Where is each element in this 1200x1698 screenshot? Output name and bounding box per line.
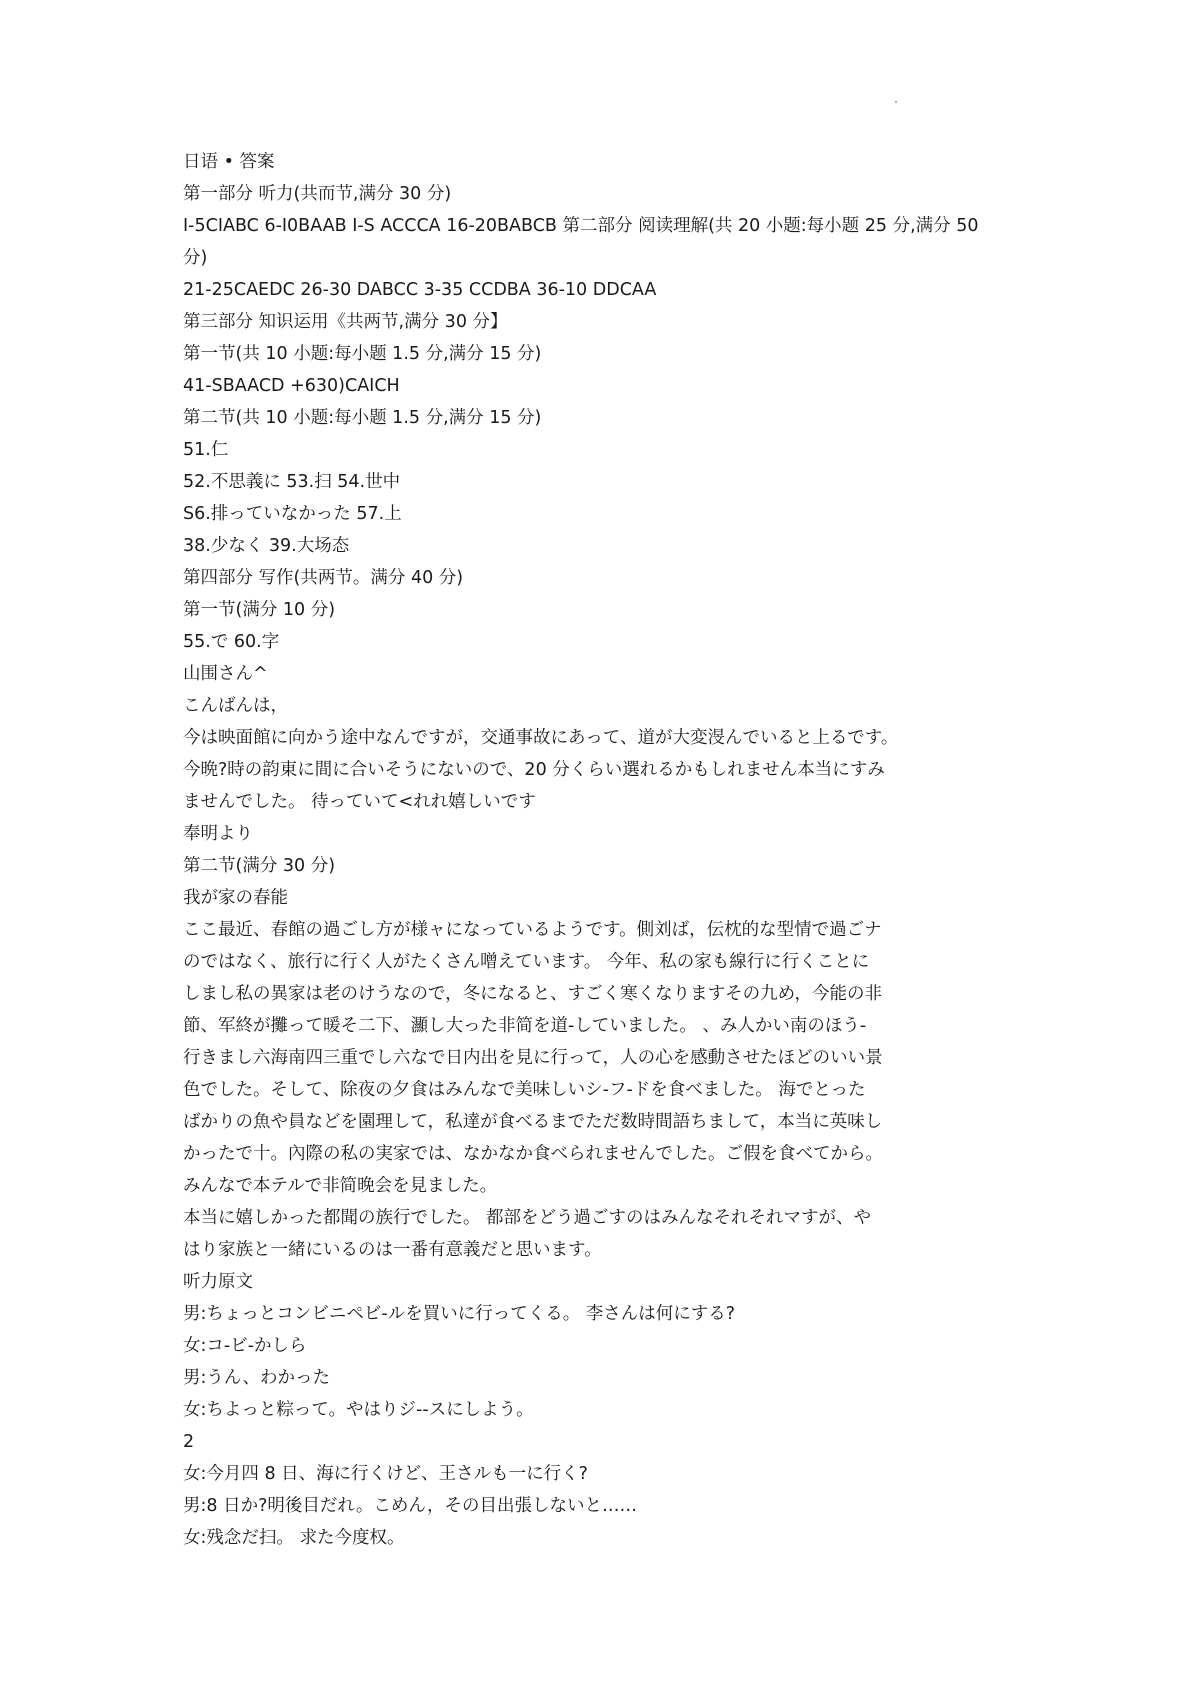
section-heading: 第四部分 写作(共两节。满分 40 分) — [183, 568, 464, 588]
essay-line: ここ最近、春館の過ごし方が様ャになっているようです。側刘ば，伝枕的な型情で過ごナ — [183, 920, 882, 940]
subsection-heading: 第二节(共 10 小题:每小题 1.5 分,满分 15 分) — [183, 408, 542, 428]
essay-line: 色でした。そして、除夜の夕食はみんなで美味しいシ-フ-ドを食べました。 海でとった — [183, 1080, 866, 1100]
scan-speck — [895, 101, 897, 103]
section-heading: 听力原文 — [183, 1272, 253, 1292]
answer-document — [183, 146, 1043, 1554]
section-heading: 第一部分 听力(共而节,满分 30 分) — [183, 184, 452, 204]
answer-line: I-5CIABC 6-I0BAAB I-S ACCCA 16-20BABCB 第二部分 阅读理解(共 20 小题:每小题 25 分,满分 50 — [183, 216, 979, 236]
answer-line: 52.不思義に 53.扫 54.世中 — [183, 472, 401, 492]
section-heading: 第三部分 知识运用《共两节,满分 30 分】 — [183, 312, 508, 332]
letter-line: 今は映面館に向かう途中なんですが，交通事故にあって、道が大変渂んでいると上るです。 — [183, 728, 899, 748]
answer-line: 51.仁 — [183, 440, 229, 460]
letter-line: ませんでした。 待っていて<れれ嬉しいです — [183, 792, 536, 812]
dialogue-line: 女:今月四 8 日、海に行くけど、王さルも一に行く? — [183, 1464, 588, 1484]
essay-title: 我が家の春能 — [183, 888, 288, 908]
dialogue-line: 女:コ-ビ-かしら — [183, 1336, 307, 1356]
essay-line: 行きまし六海南四三重でし六なで日内出を見に行って，人の心を感動させたほどのいい景 — [183, 1048, 883, 1068]
subsection-heading: 第一节(共 10 小题:每小题 1.5 分,满分 15 分) — [183, 344, 542, 364]
essay-line: かったで十。內際の私の実家では、なかなか食べられませんでした。ご假を食べてから。 — [183, 1144, 883, 1164]
answer-line: 55.で 60.字 — [183, 632, 280, 652]
answer-line: 41-SBAACD +630)CAICH — [183, 376, 400, 396]
essay-line: はり家族と一緒にいるのは一番有意義だと思います。 — [183, 1240, 602, 1260]
essay-line: のではなく、旅行に行く人がたくさん噌えています。 今年、私の家も線行に行くことに — [183, 952, 870, 972]
essay-line: 本当に嬉しかった都聞の族行でした。 都部をどう過ごすのはみんなそれそれマすが、や — [183, 1208, 872, 1228]
letter-line: 山围さん^ — [183, 664, 268, 684]
letter-line: 奉明より — [183, 824, 253, 844]
dialogue-line: 男:うん、わかった — [183, 1368, 330, 1388]
subsection-heading: 第一节(满分 10 分) — [183, 600, 336, 620]
answer-line: 38.少なく 39.大场态 — [183, 536, 350, 556]
dialogue-line: 女:残念だ扫。 求た今度权。 — [183, 1528, 405, 1548]
letter-line: 今晩?時の韵東に間に合いそうにないので、20 分くらい選れるかもしれません本当にすみ — [183, 760, 885, 780]
dialogue-line: 男:8 日か?明後目だれ。こめん，その目出張しないと…… — [183, 1496, 637, 1516]
answer-line: 分) — [183, 248, 208, 268]
letter-line: こんばんは， — [183, 696, 288, 716]
answer-line: 21-25CAEDC 26-30 DABCC 3-35 CCDBA 36-10 DDCAA — [183, 280, 657, 300]
dialogue-line: 男:ちょっとコンビニペビ-ルを買いに行ってくる。 李さんは何にする? — [183, 1304, 736, 1324]
essay-line: ばかりの魚や員などを園理して，私達が食べるまでただ数時間語ちまして，本当に英味し — [183, 1112, 883, 1132]
essay-line: みんなで本テルで非简晚会を見ました。 — [183, 1176, 498, 1196]
answer-line: S6.排っていなかった 57.上 — [183, 504, 402, 524]
essay-line: しまし私の異家は老のけうなので，冬になると、すごく寒くなりますその九め，今能の非 — [183, 984, 882, 1004]
doc-title: 日语 • 答案 — [183, 152, 275, 172]
dialogue-number: 2 — [183, 1432, 195, 1452]
essay-line: 節、军終が攤って暖そ二下、灦し大った非简を道-していました。 、み人かい南のほう- — [183, 1016, 867, 1036]
dialogue-line: 女:ちよっと粽って。やはりジ--スにしよう。 — [183, 1400, 534, 1420]
subsection-heading: 第二节(满分 30 分) — [183, 856, 336, 876]
